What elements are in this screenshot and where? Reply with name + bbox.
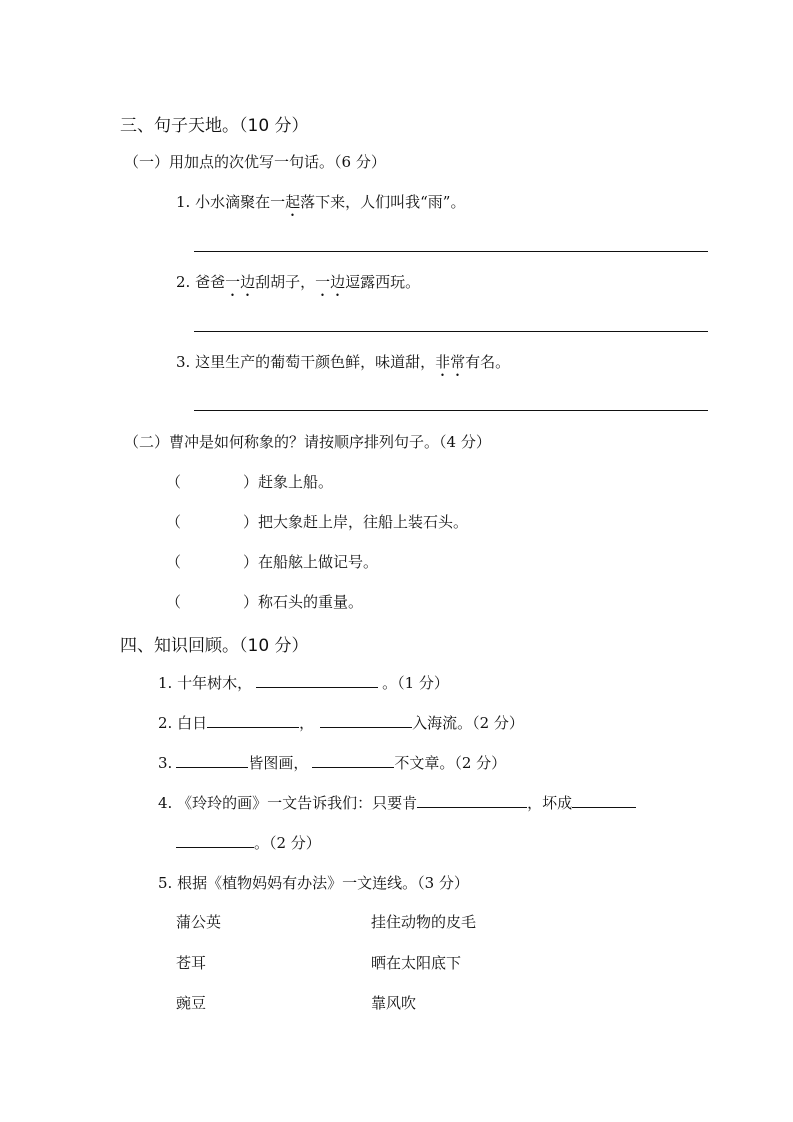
blank-field[interactable] [320,713,412,728]
question-1: 1. 十年树木， 。（1 分） [158,674,449,692]
question-5-title: 5. 根据《植物妈妈有办法》一文连线。（3 分） [158,874,469,892]
dotted-word: 起 [285,193,301,211]
match-right-3[interactable]: 靠风吹 [371,994,417,1012]
blank-field[interactable] [207,713,299,728]
sentence-3: 3. 这里生产的葡萄干颜色鲜，味道甜，非常有名。 [176,353,511,371]
part-1-title: （一）用加点的次优写一句话。（6 分） [124,153,386,171]
order-item-3[interactable]: （ ）在船舷上做记号。 [166,553,379,571]
order-item-2[interactable]: （ ）把大象赶上岸，往船上装石头。 [166,513,469,531]
blank-field[interactable] [312,753,394,768]
blank-field[interactable] [256,673,378,688]
blank-field[interactable] [417,793,527,808]
match-right-1[interactable]: 挂住动物的皮毛 [371,913,477,931]
answer-line-2[interactable] [194,331,708,332]
answer-line-1[interactable] [194,251,708,252]
match-left-3[interactable]: 豌豆 [176,994,207,1012]
match-left-1[interactable]: 蒲公英 [176,913,222,931]
section-4-title: 四、知识回顾。（10 分） [120,636,309,656]
match-left-2[interactable]: 苍耳 [176,954,207,972]
blank-field[interactable] [176,833,254,848]
match-right-2[interactable]: 晒在太阳底下 [371,954,462,972]
dotted-word: 非常 [435,353,466,371]
sentence-2: 2. 爸爸一边刮胡子，一边逗露西玩。 [176,273,421,291]
blank-field[interactable] [572,793,636,808]
order-item-4[interactable]: （ ）称石头的重量。 [166,593,364,611]
dotted-word: 一边 [315,273,346,291]
question-3: 3. 皆图画， 不文章。（2 分） [158,754,507,772]
question-4-cont: 。（2 分） [176,832,321,853]
sentence-1: 1. 小水滴聚在一起落下来，人们叫我“雨”。 [176,193,466,211]
part-2-title: （二）曹冲是如何称象的？请按顺序排列句子。（4 分） [124,433,491,451]
blank-field[interactable] [176,753,248,768]
order-item-1[interactable]: （ ）赶象上船。 [166,473,334,491]
dotted-word: 一边 [225,273,256,291]
question-2: 2. 白日 ， 入海流。（2 分） [158,714,524,732]
question-4: 4. 《玲玲的画》一文告诉我们：只要肯 ，坏成 [158,792,636,813]
section-3-title: 三、句子天地。（10 分） [120,116,309,136]
answer-line-3[interactable] [194,410,708,411]
